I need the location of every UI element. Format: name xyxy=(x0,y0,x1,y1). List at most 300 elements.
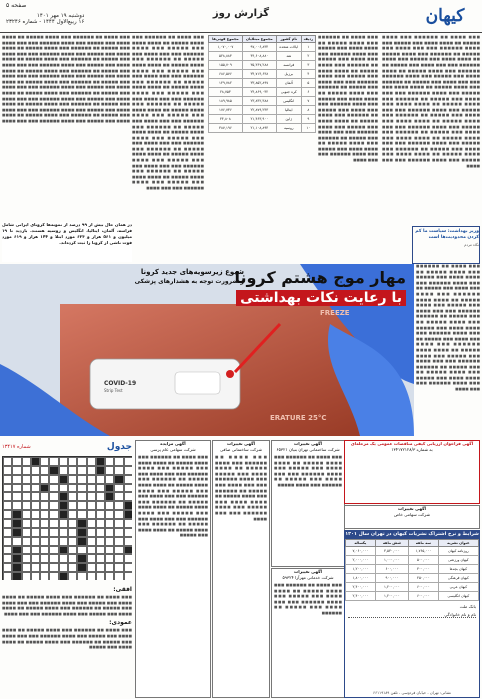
crossword-cell[interactable] xyxy=(68,572,77,580)
table-cell: ۳۸۷,۱۹۶ xyxy=(209,124,243,133)
crossword-cell[interactable] xyxy=(31,546,40,555)
crossword-cell[interactable] xyxy=(12,554,21,563)
crossword-cell[interactable] xyxy=(87,457,96,466)
crossword-cell[interactable] xyxy=(96,492,105,501)
crossword-cell[interactable] xyxy=(12,519,21,528)
subscription-box xyxy=(344,530,480,698)
crossword-cell[interactable] xyxy=(49,475,58,484)
crossword-number: شماره ۱۳۴۱۷ xyxy=(2,444,31,450)
crossword-cell[interactable] xyxy=(12,537,21,546)
table-cell: ۳۴,۷۱۴,۶۳۸ xyxy=(242,70,276,79)
crossword-cell[interactable] xyxy=(124,466,132,475)
down-clues: ■■■ ■■■■ ■■ ■■■■■■ ■■■ ■■■■ ■■■■■ ■■ ■■■■ ■■■■ ■■■ ■■■■■ ■■■ ■■■■ ■■■■■■ ■■■ ■■■ ■■■■ ■■■ ■■■■■ ■■ ■■■■■■ ■■■ ■■■■ ■■■■■ ■■ ■■■■ ■■■■ ■■■ ■■■■■ xyxy=(2,628,132,650)
ad-title: آگهی تغییرات xyxy=(294,569,322,574)
ad-title: آگهی تغییرات xyxy=(294,441,322,446)
crossword-cell[interactable] xyxy=(96,546,105,555)
crossword-cell[interactable] xyxy=(124,457,132,466)
table-cell: ۹۷,۰۰۶,۸۳۴ xyxy=(242,43,276,52)
crossword-cell[interactable] xyxy=(40,466,49,475)
crossword-cell[interactable] xyxy=(96,466,105,475)
crossword-cell[interactable] xyxy=(22,554,31,563)
crossword-cell[interactable] xyxy=(96,537,105,546)
crossword-cell[interactable] xyxy=(77,528,86,537)
crossword-cell[interactable] xyxy=(40,457,49,466)
crossword-cell[interactable] xyxy=(40,572,49,580)
crossword-cell[interactable] xyxy=(87,484,96,493)
table-row xyxy=(209,70,316,79)
subscription-header-row xyxy=(346,540,479,547)
crossword-cell[interactable] xyxy=(3,501,12,510)
crossword-header xyxy=(2,440,132,454)
crossword-cell[interactable] xyxy=(3,466,12,475)
table-cell: ۷,۰۶۰,۰۰۰ xyxy=(346,547,376,556)
crossword-cell[interactable] xyxy=(40,563,49,572)
crossword-cell[interactable] xyxy=(31,510,40,519)
table-cell: ۶۰۰,۰۰۰ xyxy=(409,592,439,601)
table-cell: ۲,۰۰۰,۰۰۰ xyxy=(346,556,376,565)
table-cell: ۲ xyxy=(301,52,315,61)
table-cell: ۱۷۶,۷۳۶ xyxy=(209,106,243,115)
crossword-cell[interactable] xyxy=(77,466,86,475)
headline-photo xyxy=(0,264,414,436)
crossword-cell[interactable] xyxy=(87,528,96,537)
crossword-cell[interactable] xyxy=(22,563,31,572)
crossword-cell[interactable] xyxy=(3,457,12,466)
crossword-cell[interactable] xyxy=(31,484,40,493)
crossword-cell[interactable] xyxy=(68,484,77,493)
crossword-cell[interactable] xyxy=(3,528,12,537)
table-cell: ۱۵۵,۷۰۹ xyxy=(209,61,243,70)
table-cell: ۲,۴۰۰,۰۰۰ xyxy=(346,592,376,601)
table-cell: ۶۸۶,۵۷۶ xyxy=(209,70,243,79)
crossword-cell[interactable] xyxy=(68,528,77,537)
crossword-cell[interactable] xyxy=(114,457,123,466)
ad-body: شرکت خدماتی مهرآرا ۵۹۳۲۴ xyxy=(282,575,334,580)
table-header: مجموع مبتلایان xyxy=(242,36,276,43)
table-cell: ۱۰ xyxy=(301,124,315,133)
crossword-cell[interactable] xyxy=(59,466,68,475)
crossword-cell[interactable] xyxy=(59,519,68,528)
table-cell: روزنامه کیهان xyxy=(438,547,478,556)
crossword-cell[interactable] xyxy=(59,554,68,563)
table-row xyxy=(346,556,479,565)
crossword-cell[interactable] xyxy=(114,501,123,510)
ad-body: شرکت سهامی عام پرسی xyxy=(150,447,196,452)
table-cell: هند xyxy=(276,52,301,61)
table-header: یکساله xyxy=(346,540,376,547)
crossword-cell[interactable] xyxy=(96,563,105,572)
crossword-cell[interactable] xyxy=(22,510,31,519)
crossword-cell[interactable] xyxy=(59,492,68,501)
crossword-cell[interactable] xyxy=(3,484,12,493)
subscription-footer: نشانی: تهران - خیابان فردوسی - تلفن ۶۶۱۱۹۱۸۹ xyxy=(373,690,451,695)
crossword-cell[interactable] xyxy=(96,519,105,528)
crossword-cell[interactable] xyxy=(77,572,86,580)
crossword-cell[interactable] xyxy=(105,501,114,510)
table-row xyxy=(209,115,316,124)
table-row xyxy=(209,97,316,106)
crossword-cell[interactable] xyxy=(22,475,31,484)
column-four-text: ■■■ ■■■■ ■■ ■■■■■■ ■■■ ■■■■ ■■■■■ ■■ ■■■■ ■■■■ ■■■ ■■■■■ ■■■ ■■■■ ■■■■■■ ■■■ ■■■ ■■■■ ■■■ ■■■■■ ■■ ■■■■■■ ■■■ ■■■■ ■■■■■ ■■ ■■■■ ■■■■ ■■■ ■■■■■ ■■■ ■■■■ ■■■■■■ ■■■ ■■■ ■■■■ ■■■ ■■■■■ ■■ ■■■■■■ ■■■ ■■■■ ■■■■■ ■■ ■■■■ ■■■■ ■■■ ■■■■■ ■■■ ■■■■ ■■■■■■ ■■■ ■■■ ■■■■ ■■■ ■■■■■ ■■ ■■■■■■ ■■■ ■■■■ ■■■■■ ■■ ■■■■ ■■■■ ■■■ ■■■■■ ■■■ ■■■■ ■■■■■■ ■■■ ■■■ ■■■■ ■■■ ■■■■■ ■■ ■■■■■■ ■■■ ■■■■ ■■■■■ ■■ ■■■■ ■■■■ ■■■ ■■■■■ ■■■ ■■■■ ■■■■■■ ■■■ ■■■ ■■■■ ■■■ ■■■■■ ■■ ■■■■■■ ■■■ ■■■■ ■■■■■ ■■ ■■■■ ■■■■ ■■■ ■■■■■ ■■■ ■■■■ ■■■■■■ ■■■ ■■■ ■■■■ ■■■ ■■■■■ ■■ ■■■■■■ ■■■ ■■■■ ■■■■■ ■■ ■■■■ ■■■■ ■■■ ■■■■■ ■■■ ■■■■ ■■■■■■ ■■■ ■■■ ■■■■ xyxy=(132,35,204,191)
crossword-cell[interactable] xyxy=(12,510,21,519)
crossword-cell[interactable] xyxy=(105,466,114,475)
crossword-cell[interactable] xyxy=(68,457,77,466)
crossword-cell[interactable] xyxy=(40,519,49,528)
crossword-cell[interactable] xyxy=(31,501,40,510)
crossword-cell[interactable] xyxy=(49,519,58,528)
crossword-cell[interactable] xyxy=(68,492,77,501)
crossword-cell[interactable] xyxy=(96,572,105,580)
kicker: شیوع زیرسویه‌های جدید کرونا xyxy=(140,268,244,276)
ad-notice-4 xyxy=(271,568,345,698)
crossword-cell[interactable] xyxy=(105,484,114,493)
crossword-cell[interactable] xyxy=(40,546,49,555)
table-cell: ۲۱,۱۰۸,۸۹۴ xyxy=(242,124,276,133)
table-header: نام کشور xyxy=(276,36,301,43)
table-cell: ۶۰۰,۰۰۰ xyxy=(409,583,439,592)
table-cell: کیهان بچه‌ها xyxy=(438,565,478,574)
table-cell: ۲۱,۴۶۳,۹۰۰ xyxy=(242,115,276,124)
crossword-cell[interactable] xyxy=(114,572,123,580)
crossword-cell[interactable] xyxy=(40,492,49,501)
crossword-cell[interactable] xyxy=(59,510,68,519)
crossword-cell[interactable] xyxy=(12,501,21,510)
crossword-cell[interactable] xyxy=(68,546,77,555)
table-cell: ۷ xyxy=(301,97,315,106)
crossword-cell[interactable] xyxy=(68,554,77,563)
ad-text: ■■■ ■■■■ ■■ ■■■■■■ ■■■ ■■■■ ■■■■■ ■■ ■■■■ ■■■■ ■■■ ■■■■■ ■■■ ■■■■ ■■■■■■ ■■■ ■■■ ■■■■ ■■■ ■■■■■ ■■ ■■■■■■ ■■■ ■■■■ ■■■■■ xyxy=(274,455,342,487)
table-cell: ۲۲,۸۷۹,۲۴۳ xyxy=(242,106,276,115)
table-cell: ایالات متحده xyxy=(276,43,301,52)
crossword-cell[interactable] xyxy=(49,457,58,466)
crossword-cell[interactable] xyxy=(87,492,96,501)
table-cell: ۱,۸۰۰,۰۰۰ xyxy=(346,574,376,583)
crossword-cell[interactable] xyxy=(68,466,77,475)
crossword-cell[interactable] xyxy=(22,457,31,466)
right-side-text: ■■■ ■■■■ ■■ ■■■■■■ ■■■ ■■■■ ■■■■■ ■■ ■■■■ ■■■■ ■■■ ■■■■■ ■■■ ■■■■ ■■■■■■ ■■■ ■■■ ■■■■ ■■■ ■■■■■ ■■ ■■■■■■ ■■■ ■■■■ ■■■■■ ■■ ■■■■ ■■■■ ■■■ ■■■■■ ■■■ ■■■■ ■■■■■■ ■■■ ■■■ ■■■■ ■■■ ■■■■■ ■■ ■■■■■■ ■■■ ■■■■ ■■■■■ ■■ ■■■■ ■■■■ ■■■ ■■■■■ ■■■ ■■■■ ■■■■■■ ■■■ ■■■ ■■■■ ■■■ ■■■■■ ■■ ■■■■■■ ■■■ ■■■■ ■■■■■ ■■ ■■■■ ■■■■ ■■■ ■■■■■ ■■■ ■■■■ ■■■■■■ ■■■ ■■■ ■■■■ ■■■ ■■■■■ ■■ ■■■■■■ ■■■ ■■■■ ■■■■■ ■■ ■■■■ ■■■■ ■■■ ■■■■■ ■■■ ■■■■ ■■■■■■ ■■■ ■■■ ■■■■ xyxy=(416,264,480,392)
crossword-cell[interactable] xyxy=(124,572,132,580)
crossword-cell[interactable] xyxy=(31,466,40,475)
crossword-cell[interactable] xyxy=(59,546,68,555)
crossword-cell[interactable] xyxy=(22,501,31,510)
table-cell: ۲۸,۷۵۳ xyxy=(209,88,243,97)
crossword-cell[interactable] xyxy=(114,537,123,546)
crossword-cell[interactable] xyxy=(3,475,12,484)
table-cell: ۱,۷۶۵,۰۰۰ xyxy=(409,547,439,556)
crossword-cell[interactable] xyxy=(68,510,77,519)
crossword-cell[interactable] xyxy=(49,510,58,519)
crossword-cell[interactable] xyxy=(3,537,12,546)
table-cell: فرانسه xyxy=(276,61,301,70)
table-header: مجموع فوتی‌ها xyxy=(209,36,243,43)
table-cell: ۱,۰۰۰,۰۰۰ xyxy=(375,556,408,565)
crossword-cell[interactable] xyxy=(22,466,31,475)
crossword-cell[interactable] xyxy=(12,492,21,501)
table-cell: ۱ xyxy=(301,43,315,52)
crossword-cell[interactable] xyxy=(105,546,114,555)
crossword-cell[interactable] xyxy=(22,492,31,501)
column-four xyxy=(132,35,204,260)
table-cell: برزیل xyxy=(276,70,301,79)
table-row xyxy=(209,106,316,115)
crossword-cell[interactable] xyxy=(49,554,58,563)
crossword-cell[interactable] xyxy=(77,510,86,519)
table-row xyxy=(346,592,479,601)
table-row xyxy=(209,61,316,70)
table-cell: ۳,۵۳۰,۰۰۰ xyxy=(375,547,408,556)
table-row xyxy=(346,547,479,556)
crossword-cell[interactable] xyxy=(105,492,114,501)
crossword-cell[interactable] xyxy=(105,510,114,519)
crossword-cell[interactable] xyxy=(124,510,132,519)
crossword-cell[interactable] xyxy=(49,501,58,510)
crossword-cell[interactable] xyxy=(124,563,132,572)
crossword-cell[interactable] xyxy=(3,572,12,580)
crossword-cell[interactable] xyxy=(49,528,58,537)
crossword-cell[interactable] xyxy=(22,528,31,537)
crossword-cell[interactable] xyxy=(59,484,68,493)
crossword-cell[interactable] xyxy=(87,572,96,580)
crossword-cell[interactable] xyxy=(3,563,12,572)
table-cell: ۱۸۹,۹۸۵ xyxy=(209,97,243,106)
ad-text: ■■■ ■■■■ ■■ ■■■■■■ ■■■ ■■■■ ■■■■■ ■■ ■■■■ ■■■■ ■■■ ■■■■■ ■■■ ■■■■ ■■■■■■ ■■■ ■■■ ■■■■ ■■■ ■■■■■ ■■ ■■■■■■ xyxy=(274,583,342,615)
crossword-cell[interactable] xyxy=(59,475,68,484)
crossword-cell[interactable] xyxy=(59,563,68,572)
crossword-cell[interactable] xyxy=(96,528,105,537)
crossword-cell[interactable] xyxy=(22,572,31,580)
crossword-cell[interactable] xyxy=(12,466,21,475)
crossword-cell[interactable] xyxy=(77,484,86,493)
crossword-cell[interactable] xyxy=(40,484,49,493)
crossword-cell[interactable] xyxy=(12,572,21,580)
crossword-cell[interactable] xyxy=(12,528,21,537)
crossword-cell[interactable] xyxy=(40,554,49,563)
table-cell: انگلیس xyxy=(276,97,301,106)
subkicker: و ضرورت توجه به هشدارهای پزشکی xyxy=(134,278,244,285)
crossword-cell[interactable] xyxy=(87,554,96,563)
crossword-cell[interactable] xyxy=(77,492,86,501)
crossword-cell[interactable] xyxy=(114,475,123,484)
crossword-cell[interactable] xyxy=(105,572,114,580)
crossword-cell[interactable] xyxy=(31,563,40,572)
right-column-text: ■■■ ■■■■ ■■ ■■■■■■ ■■■ ■■■■ ■■■■■ ■■ ■■■■ ■■■■ ■■■ ■■■■■ ■■■ ■■■■ ■■■■■■ ■■■ ■■■ ■■■■ ■■■ ■■■■■ ■■ ■■■■■■ ■■■ ■■■■ ■■■■■ ■■ ■■■■ ■■■■ ■■■ ■■■■■ ■■■ ■■■■ ■■■■■■ ■■■ ■■■ ■■■■ ■■■ ■■■■■ ■■ ■■■■■■ ■■■ ■■■■ ■■■■■ ■■ ■■■■ ■■■■ ■■■ ■■■■■ ■■■ ■■■■ ■■■■■■ ■■■ ■■■ ■■■■ ■■■ ■■■■■ ■■ ■■■■■■ ■■■ ■■■■ ■■■■■ ■■ ■■■■ ■■■■ ■■■ ■■■■■ ■■■ ■■■■ ■■■■■■ ■■■ ■■■ ■■■■ ■■■ ■■■■■ ■■ ■■■■■■ ■■■ ■■■■ ■■■■■ ■■ ■■■■ ■■■■ ■■■ ■■■■■ ■■■ ■■■■ ■■■■■■ ■■■ ■■■ ■■■■ ■■■ ■■■■■ ■■ ■■■■■■ ■■■ ■■■■ ■■■■■ ■■ ■■■■ ■■■■ ■■■ ■■■■■ ■■■ ■■■■ ■■■■■■ ■■■ ■■■ ■■■■ ■■■ ■■■■■ ■■ ■■■■■■ ■■■ ■■■■ ■■■■■ ■■ ■■■■ ■■■■ ■■■ ■■■■■ ■■■ ■■■■ ■■■■■■ ■■■ ■■■ ■■■■ ■■■ ■■■■■ ■■ ■■■■■■ ■■■ ■■■■ ■■■■■ ■■ ■■■■ ■■■■ ■■■ ■■■■■ ■■■ ■■■■ ■■■■■■ ■■■ ■■■ ■■■■ xyxy=(382,35,480,168)
crossword-cell[interactable] xyxy=(59,501,68,510)
crossword-cell[interactable] xyxy=(96,554,105,563)
crossword-cell[interactable] xyxy=(77,457,86,466)
crossword-cell[interactable] xyxy=(49,484,58,493)
crossword-cell[interactable] xyxy=(68,537,77,546)
crossword-cell[interactable] xyxy=(40,537,49,546)
crossword-cell[interactable] xyxy=(59,537,68,546)
crossword-cell[interactable] xyxy=(49,537,58,546)
table-cell: ۳۳,۸۵۲,۸۹۷ xyxy=(242,79,276,88)
crossword-cell[interactable] xyxy=(87,501,96,510)
crossword-cell[interactable] xyxy=(31,528,40,537)
page-title: گزارش روز xyxy=(212,8,270,19)
crossword-cell[interactable] xyxy=(87,519,96,528)
table-cell: ۹ xyxy=(301,115,315,124)
notice-text: در همان حال بیش از ۹۹ درصد از نمونه‌ها کرونای ایرانی شامل فراسه، آلمان، ایتالیا، انگلیس و روسیه هستند. بازدید تا ۱۹ میلیون و ۵۶۱ هزار و ۶۲۳ مورد ابتلا و ۱۴۴ هزار و ۶۱۹ مورد فوت ناشی از کرونا را ثبت کرده‌اند. xyxy=(2,222,132,245)
table-cell: ۴ xyxy=(301,70,315,79)
crossword-cell[interactable] xyxy=(3,554,12,563)
table-cell: ۱,۰۷۰,۰۰۷ xyxy=(209,43,243,52)
crossword-cell[interactable] xyxy=(96,501,105,510)
crossword-cell[interactable] xyxy=(3,519,12,528)
crossword-cell[interactable] xyxy=(87,546,96,555)
crossword-cell[interactable] xyxy=(31,475,40,484)
crossword-cell[interactable] xyxy=(31,492,40,501)
table-cell: ۵۲۸,۸۸۳ xyxy=(209,52,243,61)
crossword-cell[interactable] xyxy=(124,528,132,537)
crossword-cell[interactable] xyxy=(77,546,86,555)
crossword-cell[interactable] xyxy=(3,510,12,519)
crossword-cell[interactable] xyxy=(87,466,96,475)
crossword-cell[interactable] xyxy=(105,563,114,572)
table-cell: ۸ xyxy=(301,106,315,115)
crossword-cell[interactable] xyxy=(40,475,49,484)
crossword-cell[interactable] xyxy=(96,475,105,484)
crossword-cell[interactable] xyxy=(49,563,58,572)
crossword-cell[interactable] xyxy=(49,466,58,475)
crossword-cell[interactable] xyxy=(96,457,105,466)
crossword-cell[interactable] xyxy=(114,484,123,493)
crossword-cell[interactable] xyxy=(40,510,49,519)
crossword-cell[interactable] xyxy=(96,510,105,519)
crossword-cell[interactable] xyxy=(22,484,31,493)
crossword-cell[interactable] xyxy=(114,554,123,563)
crossword-cell[interactable] xyxy=(31,519,40,528)
crossword-cell[interactable] xyxy=(12,546,21,555)
crossword-cell[interactable] xyxy=(114,528,123,537)
crossword-cell[interactable] xyxy=(68,563,77,572)
column-two-text: ■■■ ■■■■ ■■ ■■■■■■ ■■■ ■■■■ ■■■■■ ■■ ■■■■ ■■■■ ■■■ ■■■■■ ■■■ ■■■■ ■■■■■■ ■■■ ■■■ ■■■■ ■■■ ■■■■■ ■■ ■■■■■■ ■■■ ■■■■ ■■■■■ ■■ ■■■■ ■■■■ ■■■ ■■■■■ ■■■ ■■■■ ■■■■■■ ■■■ ■■■ ■■■■ ■■■ ■■■■■ ■■ ■■■■■■ ■■■ ■■■■ ■■■■■ ■■ ■■■■ ■■■■ ■■■ ■■■■■ ■■■ ■■■■ ■■■■■■ ■■■ ■■■ ■■■■ ■■■ ■■■■■ ■■ ■■■■■■ ■■■ ■■■■ ■■■■■ ■■ ■■■■ ■■■■ ■■■ ■■■■■ ■■■ ■■■■ ■■■■■■ ■■■ ■■■ ■■■■ ■■■ ■■■■■ ■■ ■■■■■■ ■■■ ■■■■ ■■■■■ ■■ ■■■■ ■■■■ ■■■ ■■■■■ ■■■ ■■■■ ■■■■■■ ■■■ ■■■ ■■■■ xyxy=(318,35,378,163)
table-cell: ۱,۲۰۰,۰۰۰ xyxy=(346,565,376,574)
crossword-cell[interactable] xyxy=(124,492,132,501)
down-label: عمودی: xyxy=(109,619,132,627)
table-cell: ۴۴,۶۰۸,۸۸۰ xyxy=(242,52,276,61)
subscription-table-body xyxy=(346,547,479,601)
table-cell: ۳۵,۳۶۷,۲۸۸ xyxy=(242,61,276,70)
crossword-cell[interactable] xyxy=(77,554,86,563)
crossword-cell[interactable] xyxy=(49,546,58,555)
crossword-cell[interactable] xyxy=(40,501,49,510)
crossword-cell[interactable] xyxy=(12,484,21,493)
crossword-cell[interactable] xyxy=(114,510,123,519)
test-label: COVID-19 xyxy=(104,380,137,387)
crossword-cell[interactable] xyxy=(12,563,21,572)
crossword-cell[interactable] xyxy=(105,519,114,528)
crossword-cell[interactable] xyxy=(87,510,96,519)
table-cell: ژاپن xyxy=(276,115,301,124)
crossword-cell[interactable] xyxy=(77,537,86,546)
crossword-cell[interactable] xyxy=(77,519,86,528)
crossword-cell[interactable] xyxy=(59,572,68,580)
crossword-cell[interactable] xyxy=(124,546,132,555)
table-header: شش ماهه xyxy=(375,540,408,547)
crossword-cell[interactable] xyxy=(12,457,21,466)
crossword-cell[interactable] xyxy=(68,475,77,484)
ad-notice-2 xyxy=(212,440,270,698)
crossword-cell[interactable] xyxy=(105,537,114,546)
crossword-cell[interactable] xyxy=(3,546,12,555)
table-cell: ۶ xyxy=(301,88,315,97)
crossword-cell[interactable] xyxy=(49,572,58,580)
crossword-clues xyxy=(2,584,132,696)
crossword-title: جدول xyxy=(106,442,132,452)
table-row xyxy=(209,124,316,133)
form-name-field[interactable]: نام و نام خانوادگی xyxy=(348,612,476,618)
crossword-cell[interactable] xyxy=(114,519,123,528)
table-cell: کیهان فرهنگی xyxy=(438,574,478,583)
crossword-cell[interactable] xyxy=(87,563,96,572)
crossword-cell[interactable] xyxy=(22,537,31,546)
crossword-section xyxy=(2,440,132,580)
subscription-table xyxy=(345,539,479,601)
crossword-cell[interactable] xyxy=(124,475,132,484)
crossword-cell[interactable] xyxy=(77,475,86,484)
crossword-cell[interactable] xyxy=(87,475,96,484)
crossword-cell[interactable] xyxy=(59,457,68,466)
crossword-cell[interactable] xyxy=(77,563,86,572)
crossword-grid[interactable] xyxy=(2,456,132,580)
crossword-cell[interactable] xyxy=(77,501,86,510)
crossword-cell[interactable] xyxy=(105,528,114,537)
crossword-cell[interactable] xyxy=(87,537,96,546)
crossword-cell[interactable] xyxy=(124,519,132,528)
crossword-cell[interactable] xyxy=(3,492,12,501)
table-row xyxy=(209,52,316,61)
table-header: سه ماهه xyxy=(409,540,439,547)
crossword-cell[interactable] xyxy=(31,572,40,580)
crossword-cell[interactable] xyxy=(59,528,68,537)
crossword-cell[interactable] xyxy=(114,563,123,572)
crossword-cell[interactable] xyxy=(49,492,58,501)
crossword-cell[interactable] xyxy=(124,554,132,563)
crossword-cell[interactable] xyxy=(105,457,114,466)
crossword-cell[interactable] xyxy=(114,546,123,555)
crossword-cell[interactable] xyxy=(31,537,40,546)
crossword-cell[interactable] xyxy=(105,475,114,484)
crossword-cell[interactable] xyxy=(68,519,77,528)
across-label: افقی: xyxy=(113,586,132,593)
crossword-cell[interactable] xyxy=(105,554,114,563)
crossword-cell[interactable] xyxy=(12,475,21,484)
covid-table-body xyxy=(209,43,316,133)
issue-text: ۱۶ ربیع‌الاول ۱۴۴۴ - شماره ۲۳۲۴۶ xyxy=(6,19,85,25)
table-cell: ۱۴۹,۷۸۲ xyxy=(209,79,243,88)
crossword-cell[interactable] xyxy=(96,484,105,493)
column-two xyxy=(318,35,378,175)
crossword-cell[interactable] xyxy=(31,457,40,466)
ad-notice-5 xyxy=(344,505,480,529)
table-cell: ۴۴,۸۰۸ xyxy=(209,115,243,124)
ad-body: شرکت ساختمانی تهران بنیان ۶۵۳۲۱ xyxy=(276,447,340,452)
crossword-cell[interactable] xyxy=(22,519,31,528)
crossword-cell[interactable] xyxy=(68,501,77,510)
table-cell: ۵۰۰,۰۰۰ xyxy=(409,556,439,565)
crossword-cell[interactable] xyxy=(114,466,123,475)
crossword-cell[interactable] xyxy=(124,501,132,510)
table-cell: ۴۵۰,۰۰۰ xyxy=(409,574,439,583)
table-cell: ۳۰۰,۰۰۰ xyxy=(409,565,439,574)
crossword-cell[interactable] xyxy=(114,492,123,501)
crossword-cell[interactable] xyxy=(31,554,40,563)
crossword-cell[interactable] xyxy=(124,537,132,546)
crossword-cell[interactable] xyxy=(124,484,132,493)
left-column xyxy=(2,35,130,220)
crossword-cell[interactable] xyxy=(22,546,31,555)
crossword-cell[interactable] xyxy=(40,528,49,537)
